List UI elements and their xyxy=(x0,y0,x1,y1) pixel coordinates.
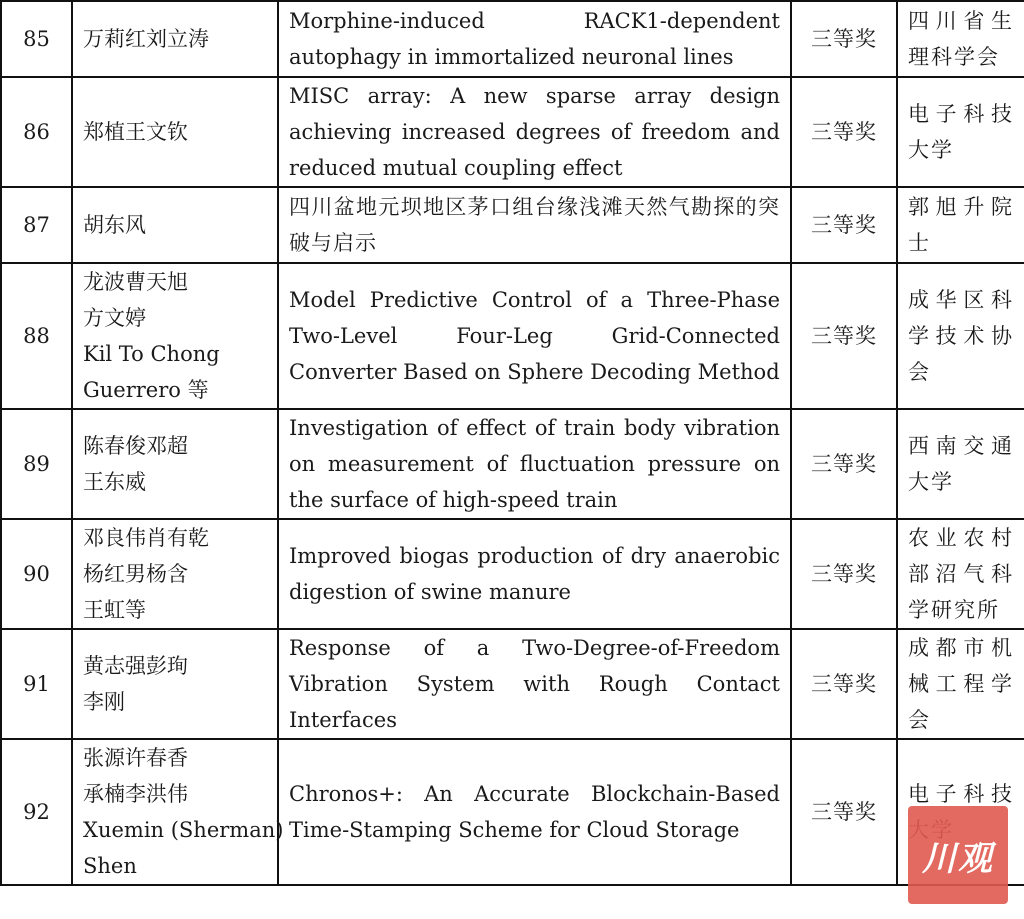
table-row xyxy=(1,739,1024,885)
author-line: Xuemin (Sherman) xyxy=(83,818,284,842)
row-number: 85 xyxy=(1,1,72,77)
award-level: 三等奖 xyxy=(791,739,897,885)
table-row xyxy=(1,263,1024,409)
recommending-org: 四川省生理科学会 xyxy=(897,1,1024,77)
paper-title: Model Predictive Control of a Three-Phase Two-Level Four-Leg Grid-Connected Converter Based on Sphere Decoding Method xyxy=(278,263,791,409)
table-row xyxy=(1,409,1024,519)
authors-cell xyxy=(72,1,278,77)
row-number: 86 xyxy=(1,77,72,187)
table-row xyxy=(1,77,1024,187)
recommending-org: 成华区科学技术协会 xyxy=(897,263,1024,409)
recommending-org: 电子科技 xyxy=(897,739,1024,885)
chuanguan-watermark-logo xyxy=(908,806,1008,904)
award-level: 三等奖 xyxy=(791,1,897,77)
row-number: 91 xyxy=(1,629,72,739)
paper-title: Morphine-induced RACK1-dependent autophagy in immortalized neuronal lines xyxy=(278,1,791,77)
author-line: 陈春俊邓超 xyxy=(83,434,188,458)
table-row xyxy=(1,519,1024,629)
recommending-org: 电子科技大学 xyxy=(897,77,1024,187)
table-row xyxy=(1,187,1024,263)
author-line: 杨红男杨含 xyxy=(83,562,188,586)
paper-title: 四川盆地元坝地区茅口组台缘浅滩天然气勘探的突破与启示 xyxy=(278,187,791,263)
authors-cell xyxy=(72,263,278,409)
recommending-org: 西南交通大学 xyxy=(897,409,1024,519)
author-line: 龙波曹天旭 xyxy=(83,270,188,294)
recommending-org: 成都市机械工程学会 xyxy=(897,629,1024,739)
paper-title: Investigation of effect of train body vibration on measurement of fluctuation pressure on the surface of high-speed train xyxy=(278,409,791,519)
table-row xyxy=(1,629,1024,739)
award-level: 三等奖 xyxy=(791,409,897,519)
row-number: 88 xyxy=(1,263,72,409)
authors-cell xyxy=(72,409,278,519)
paper-title: MISC array: A new sparse array design achieving increased degrees of freedom and reduced mutual coupling effect xyxy=(278,77,791,187)
row-number: 90 xyxy=(1,519,72,629)
author-line: 承楠李洪伟 xyxy=(83,782,188,806)
award-level: 三等奖 xyxy=(791,263,897,409)
author-line: 邓良伟肖有乾 xyxy=(83,526,209,550)
authors-cell xyxy=(72,187,278,263)
row-number: 89 xyxy=(1,409,72,519)
author-line: 郑植王文钦 xyxy=(83,120,188,144)
author-line: 胡东风 xyxy=(83,213,146,237)
watermark-text: 川观 xyxy=(922,838,994,879)
row-number: 92 xyxy=(1,739,72,885)
award-level: 三等奖 xyxy=(791,629,897,739)
award-level: 三等奖 xyxy=(791,77,897,187)
author-line: 王虹等 xyxy=(83,598,146,622)
paper-title: Chronos+: An Accurate Blockchain-Based Time-Stamping Scheme for Cloud Storage xyxy=(278,739,791,885)
author-line: 王东威 xyxy=(83,470,146,494)
award-level: 三等奖 xyxy=(791,187,897,263)
recommending-org: 农业农村部沼气科学研究所 xyxy=(897,519,1024,629)
author-line: 张源许春香 xyxy=(83,746,188,770)
author-line: 黄志强彭珣 xyxy=(83,654,188,678)
paper-title: Improved biogas production of dry anaerobic digestion of swine manure xyxy=(278,519,791,629)
paper-title: Response of a Two-Degree-of-Freedom Vibration System with Rough Contact Interfaces xyxy=(278,629,791,739)
author-line: Guerrero 等 xyxy=(83,378,209,402)
row-number: 87 xyxy=(1,187,72,263)
award-level: 三等奖 xyxy=(791,519,897,629)
authors-cell xyxy=(72,739,284,885)
table-row xyxy=(1,1,1024,77)
authors-cell xyxy=(72,629,278,739)
authors-cell xyxy=(72,77,278,187)
author-line: Shen xyxy=(83,854,137,878)
author-line: Kil To Chong xyxy=(83,342,220,366)
author-line: 万莉红刘立涛 xyxy=(83,27,209,51)
author-line: 李刚 xyxy=(83,690,125,714)
authors-cell xyxy=(72,519,278,629)
recommending-org: 郭旭升院士 xyxy=(897,187,1024,263)
author-line: 方文婷 xyxy=(83,306,146,330)
